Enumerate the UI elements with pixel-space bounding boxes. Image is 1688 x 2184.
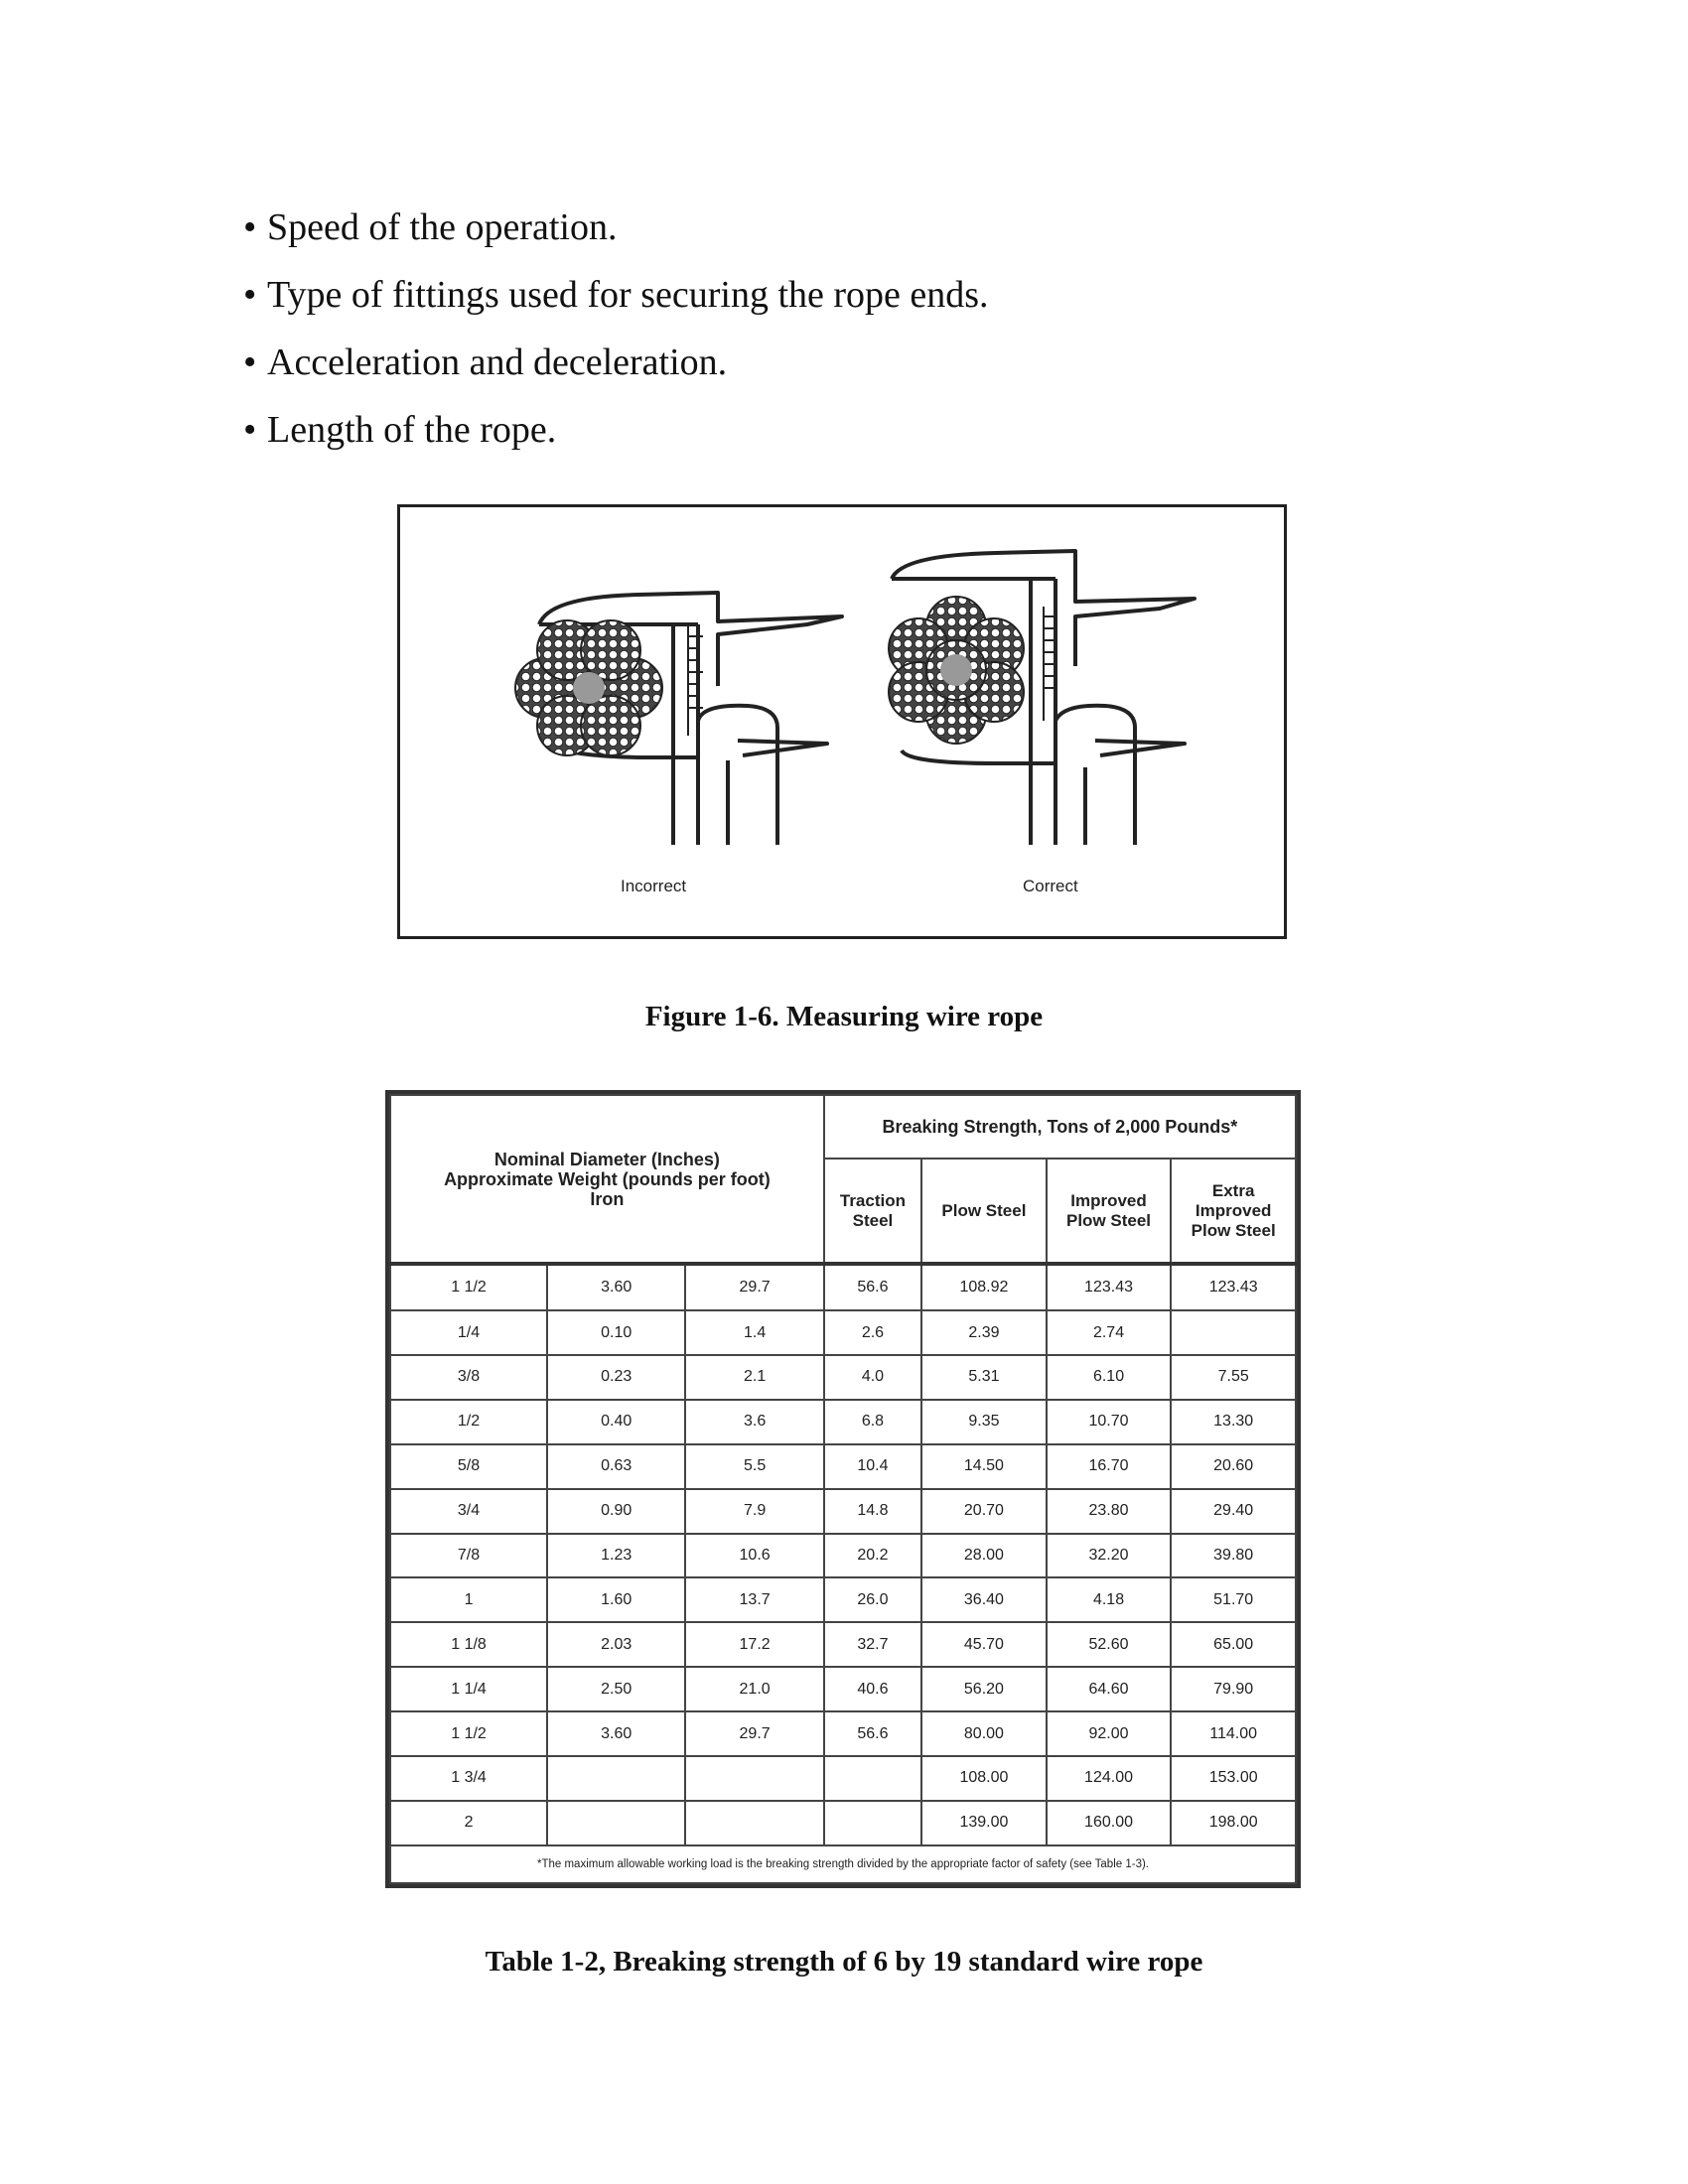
table-cell: 1/2 [390,1400,547,1444]
table-cell: 139.00 [921,1801,1047,1845]
table-cell: 3.60 [547,1264,685,1310]
header-line: Plow Steel [1066,1210,1152,1230]
table-cell: 56.20 [921,1667,1047,1711]
table-cell: 7/8 [390,1534,547,1578]
table-cell: 13.7 [685,1577,823,1622]
table-cell: 3.6 [685,1400,823,1444]
table-cell: 9.35 [921,1400,1047,1444]
table-cell: 65.00 [1171,1622,1296,1667]
table-cell: 14.50 [921,1444,1047,1489]
table-cell [824,1756,921,1801]
table-cell: 153.00 [1171,1756,1296,1801]
table-cell: 7.55 [1171,1355,1296,1400]
table-cell [1171,1310,1296,1355]
table-cell: 4.0 [824,1355,921,1400]
caliper-illustration [400,507,1284,936]
header-traction-steel [824,1159,921,1264]
table-cell: 16.70 [1047,1444,1172,1489]
header-line: Improved [1195,1200,1272,1220]
data-table [389,1094,1297,1884]
table-cell: 20.2 [824,1534,921,1578]
table-cell: 1 1/4 [390,1667,547,1711]
table-cell: 4.18 [1047,1577,1172,1622]
table-cell: 29.7 [685,1711,823,1756]
table-cell: 1 1/8 [390,1622,547,1667]
table-cell: 52.60 [1047,1622,1172,1667]
table-cell: 1.23 [547,1534,685,1578]
table-cell: 1 [390,1577,547,1622]
header-line: Extra [1211,1180,1255,1200]
table-cell: 160.00 [1047,1801,1172,1845]
table-cell: 64.60 [1047,1667,1172,1711]
table-row [390,1400,1296,1444]
table-cell: 56.6 [824,1711,921,1756]
table-cell: 13.30 [1171,1400,1296,1444]
table-cell: 2.39 [921,1310,1047,1355]
table-cell: 36.40 [921,1577,1047,1622]
table-cell: 1 3/4 [390,1756,547,1801]
table-cell: 3.60 [547,1711,685,1756]
table-row [390,1489,1296,1534]
table-cell: 23.80 [1047,1489,1172,1534]
table-cell: 0.40 [547,1400,685,1444]
table-row [390,1801,1296,1845]
table-cell: 21.0 [685,1667,823,1711]
table-cell: 10.4 [824,1444,921,1489]
table-cell: 2.6 [824,1310,921,1355]
bullet-item: • Speed of the operation. [243,206,618,248]
table-cell: 3/4 [390,1489,547,1534]
table-cell: 7.9 [685,1489,823,1534]
table-cell: 39.80 [1171,1534,1296,1578]
table-cell: 123.43 [1047,1264,1172,1310]
table-footnote: *The maximum allowable working load is the breaking strength divided by the appropriate factor of safety (see Table 1-3). [390,1845,1296,1883]
table-cell: 1.60 [547,1577,685,1622]
header-extra-improved-plow-steel [1171,1159,1296,1264]
table-cell: 29.7 [685,1264,823,1310]
table-cell: 2.50 [547,1667,685,1711]
table-cell: 0.63 [547,1444,685,1489]
header-line: Iron [590,1188,625,1209]
table-row [390,1577,1296,1622]
table-row [390,1355,1296,1400]
table-cell: 20.60 [1171,1444,1296,1489]
correct-rope-cross-section [889,597,1024,744]
table-row [390,1756,1296,1801]
header-line: Steel [852,1210,894,1230]
header-breaking-strength: Breaking Strength, Tons of 2,000 Pounds* [824,1095,1296,1159]
figure-measuring-wire-rope [397,504,1287,939]
table-row [390,1264,1296,1310]
table-cell [547,1756,685,1801]
table-cell: 56.6 [824,1264,921,1310]
table-cell: 2.1 [685,1355,823,1400]
incorrect-rope-cross-section [515,620,662,755]
table-row [390,1444,1296,1489]
header-plow-steel [921,1159,1047,1264]
table-cell: 17.2 [685,1622,823,1667]
table-cell: 10.70 [1047,1400,1172,1444]
bullet-item: • Length of the rope. [243,409,557,451]
table-body [390,1264,1296,1845]
table-cell: 6.8 [824,1400,921,1444]
header-improved-plow-steel [1047,1159,1172,1264]
table-cell: 5/8 [390,1444,547,1489]
breaking-strength-table [385,1090,1301,1888]
table-cell: 2.74 [1047,1310,1172,1355]
table-cell: 28.00 [921,1534,1047,1578]
table-cell: 80.00 [921,1711,1047,1756]
table-cell [685,1801,823,1845]
table-cell: 3/8 [390,1355,547,1400]
table-row [390,1622,1296,1667]
table-cell: 1 1/2 [390,1264,547,1310]
table-cell: 32.20 [1047,1534,1172,1578]
table-row [390,1711,1296,1756]
table-cell: 1/4 [390,1310,547,1355]
table-cell: 123.43 [1171,1264,1296,1310]
bullet-list [243,194,989,464]
table-cell: 51.70 [1171,1577,1296,1622]
table-cell: 2.03 [547,1622,685,1667]
bullet-text: Length of the rope. [267,409,557,451]
table-cell: 92.00 [1047,1711,1172,1756]
header-nominal-diameter [390,1095,824,1264]
header-line: Plow Steel [1191,1220,1276,1240]
table-cell: 2 [390,1801,547,1845]
table-cell: 108.92 [921,1264,1047,1310]
table-cell: 114.00 [1171,1711,1296,1756]
table-cell [685,1756,823,1801]
table-cell: 1.4 [685,1310,823,1355]
bullet-text: Acceleration and deceleration. [267,341,728,383]
label-correct: Correct [1023,877,1078,895]
header-line: Traction [839,1190,906,1210]
table-cell: 79.90 [1171,1667,1296,1711]
table-row [390,1310,1296,1355]
label-incorrect: Incorrect [621,877,687,895]
bullet-text: Speed of the operation. [267,206,618,248]
table-cell: 1 1/2 [390,1711,547,1756]
table-cell: 5.5 [685,1444,823,1489]
header-line: Plow Steel [941,1200,1027,1220]
table-cell: 29.40 [1171,1489,1296,1534]
table-cell: 5.31 [921,1355,1047,1400]
bullet-text: Type of fittings used for securing the rope ends. [267,274,989,316]
bullet-item: • Type of fittings used for securing the rope ends. [243,274,989,316]
table-row [390,1667,1296,1711]
table-caption: Table 1-2, Breaking strength of 6 by 19 standard wire rope [485,1946,1203,1978]
table-cell: 32.7 [824,1622,921,1667]
table-cell: 108.00 [921,1756,1047,1801]
table-cell: 45.70 [921,1622,1047,1667]
table-cell: 20.70 [921,1489,1047,1534]
table-cell [824,1801,921,1845]
table-cell: 0.10 [547,1310,685,1355]
table-cell: 0.90 [547,1489,685,1534]
table-cell: 14.8 [824,1489,921,1534]
table-cell [547,1801,685,1845]
table-cell: 6.10 [1047,1355,1172,1400]
figure-caption: Figure 1-6. Measuring wire rope [644,1001,1044,1032]
header-line: Approximate Weight (pounds per foot) [444,1168,771,1189]
table-cell: 0.23 [547,1355,685,1400]
table-row [390,1534,1296,1578]
header-line: Nominal Diameter (Inches) [493,1149,720,1169]
header-line: Improved [1070,1190,1147,1210]
table-cell: 10.6 [685,1534,823,1578]
table-cell: 40.6 [824,1667,921,1711]
table-cell: 26.0 [824,1577,921,1622]
table-cell: 198.00 [1171,1801,1296,1845]
bullet-item: • Acceleration and deceleration. [243,341,728,383]
table-cell: 124.00 [1047,1756,1172,1801]
